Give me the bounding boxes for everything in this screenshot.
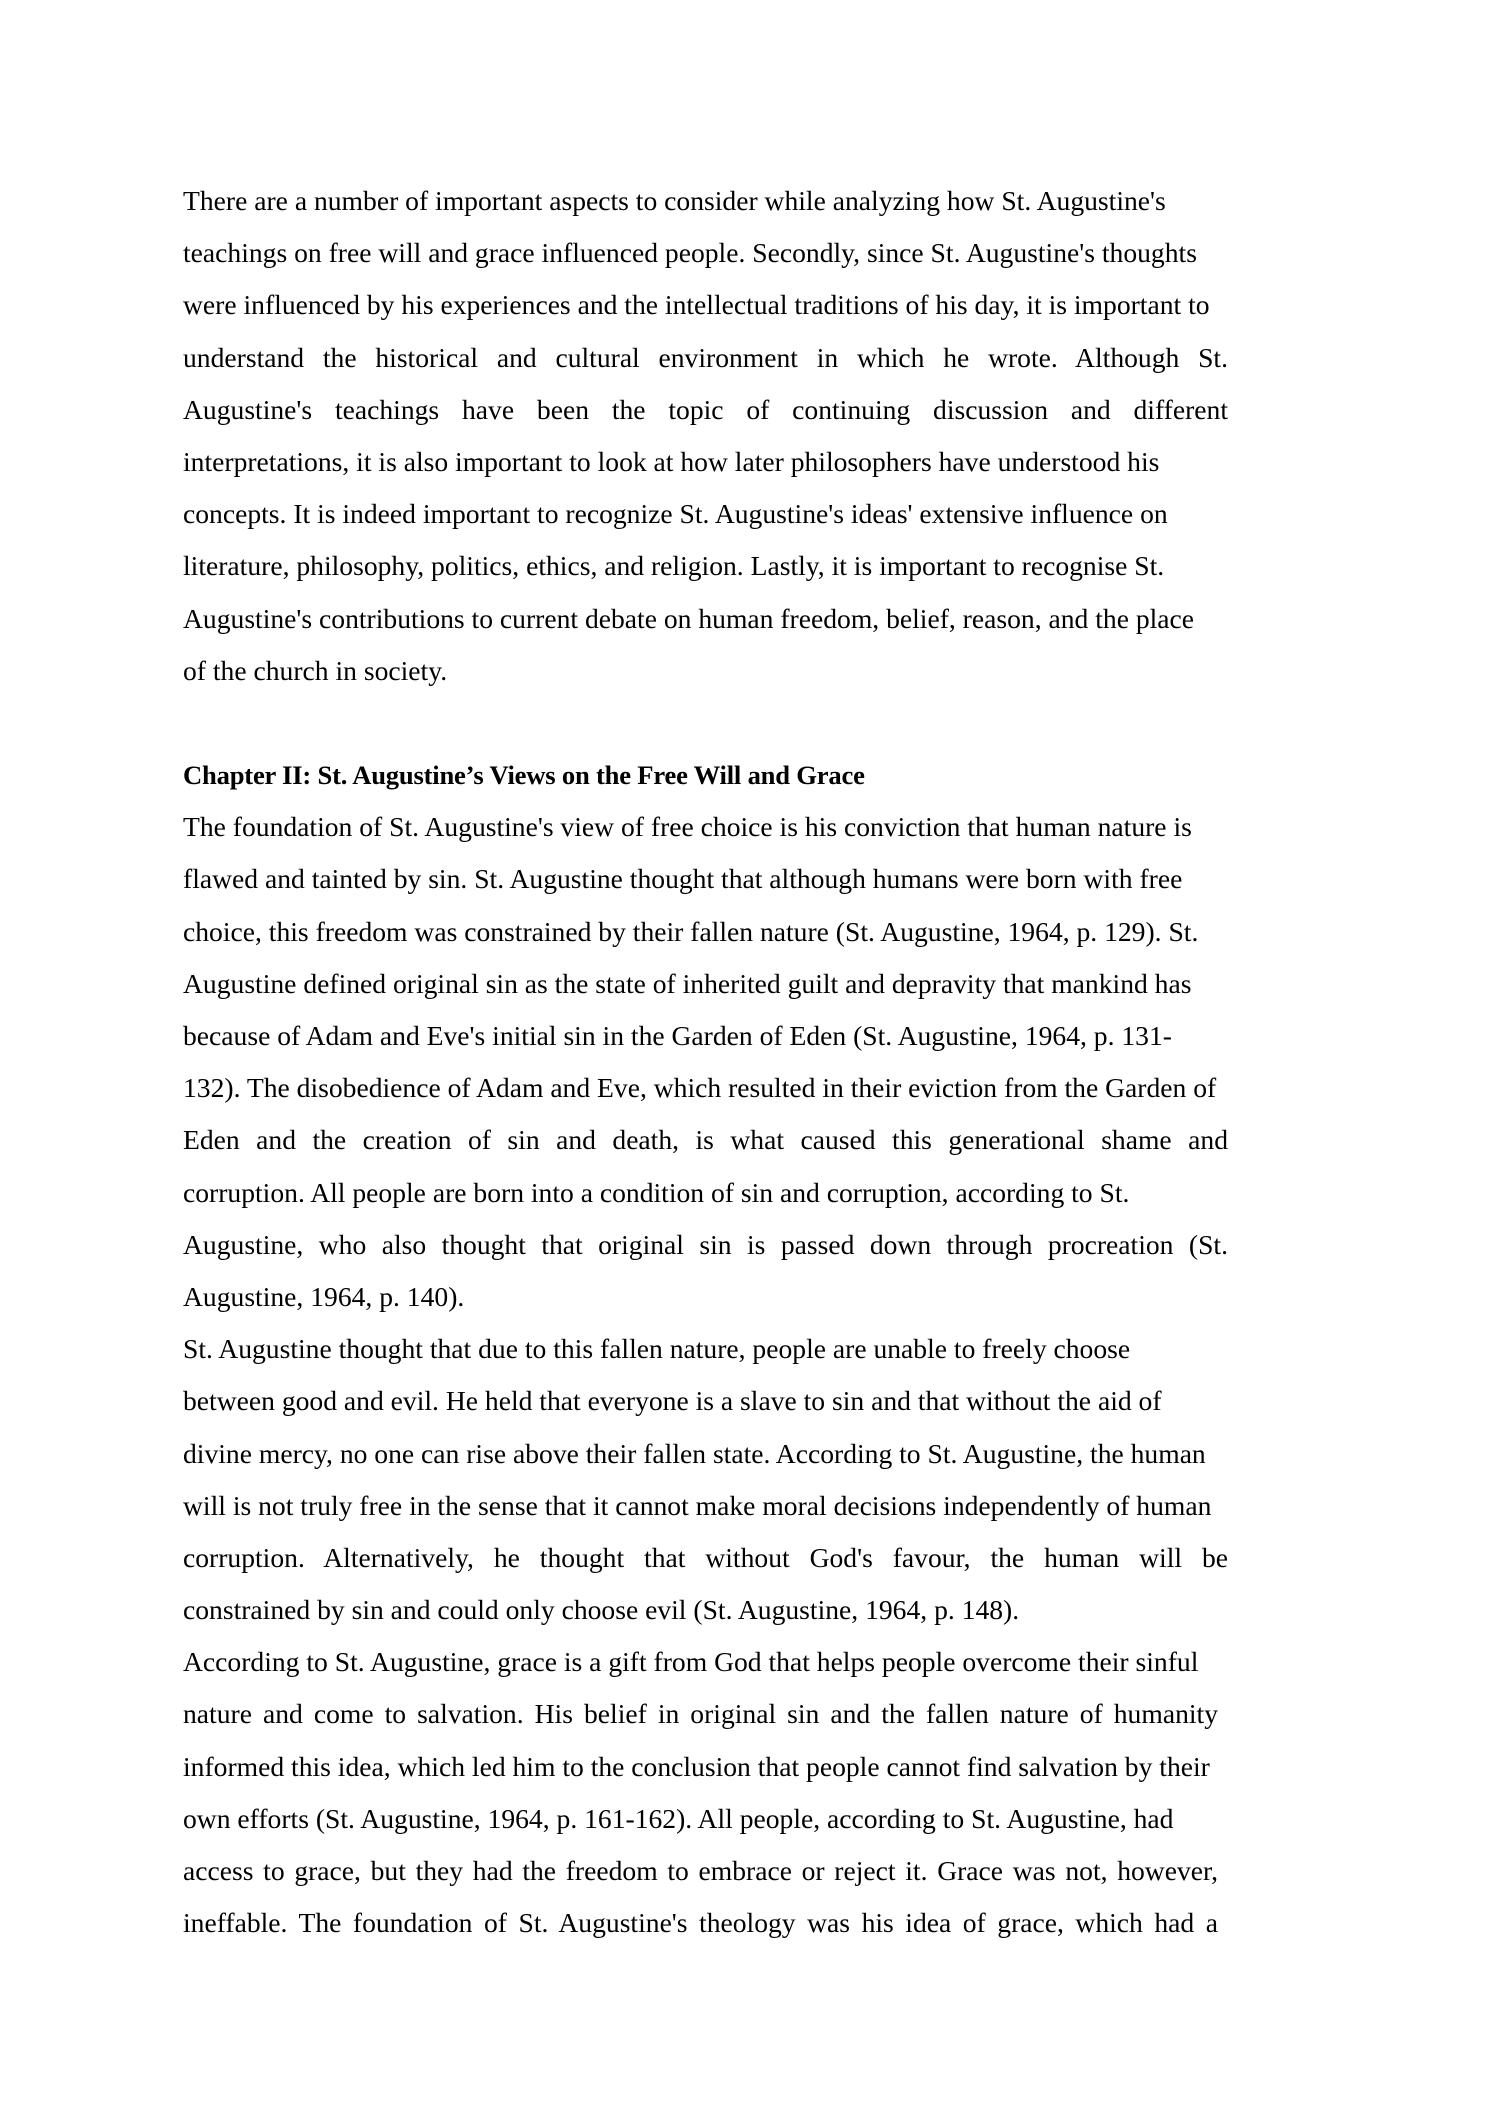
chapter-paragraph-original-sin	[183, 801, 1228, 1323]
paragraph-line: Augustine defined original sin as the state of inherited guilt and depravity that mankind has	[183, 967, 1192, 999]
paragraph-line: Augustine, who also thought that original sin is passed down through procreation (St.	[183, 1228, 1228, 1260]
paragraph-line: interpretations, it is also important to look at how later philosophers have understood his	[183, 445, 1160, 477]
paragraph-line: Eden and the creation of sin and death, is what caused this generational shame and	[183, 1124, 1228, 1156]
paragraph-line: because of Adam and Eve's initial sin in the Garden of Eden (St. Augustine, 1964, p. 131-	[183, 1020, 1172, 1051]
blank-line	[183, 697, 1228, 749]
paragraph-line: choice, this freedom was constrained by their fallen nature (St. Augustine, 1964, p. 129). St.	[183, 915, 1199, 947]
chapter-paragraph-grace	[183, 1636, 1228, 1949]
paragraph-line: divine mercy, no one can rise above their fallen state. According to St. Augustine, the human	[183, 1437, 1206, 1469]
chapter-heading: Chapter II: St. Augustine’s Views on the Free Will and Grace	[183, 760, 865, 791]
paragraph-line: nature and come to salvation. His belief in original sin and the fallen nature of humanity	[183, 1698, 1218, 1730]
paragraph-line: ineffable. The foundation of St. Augustine's theology was his idea of grace, which had a	[183, 1907, 1218, 1939]
paragraph-line: access to grace, but they had the freedom to embrace or reject it. Grace was not, however,	[183, 1855, 1218, 1886]
paragraph-line: will is not truly free in the sense that it cannot make moral decisions independently of human	[183, 1489, 1212, 1521]
paragraph-line: between good and evil. He held that everyone is a slave to sin and that without the aid of	[183, 1385, 1162, 1417]
paragraph-line: Augustine's contributions to current debate on human freedom, belief, reason, and the place	[183, 602, 1195, 634]
paragraph-line: concepts. It is indeed important to recognize St. Augustine's ideas' extensive influence on	[183, 498, 1168, 530]
paragraph-line: Augustine's teachings have been the topic of continuing discussion and different	[183, 393, 1228, 425]
paragraph-line: The foundation of St. Augustine's view of free choice is his conviction that human nature is	[183, 811, 1192, 843]
paragraph-line: corruption. All people are born into a condition of sin and corruption, according to St.	[183, 1176, 1130, 1208]
intro-paragraph	[183, 175, 1228, 697]
paragraph-line: informed this idea, which led him to the conclusion that people cannot find salvation by their	[183, 1750, 1210, 1782]
paragraph-line: According to St. Augustine, grace is a gift from God that helps people overcome their sinful	[183, 1646, 1199, 1678]
paragraph-line: literature, philosophy, politics, ethics, and religion. Lastly, it is important to recognise St.	[183, 550, 1165, 582]
paragraph-line: constrained by sin and could only choose evil (St. Augustine, 1964, p. 148).	[183, 1594, 1020, 1626]
paragraph-line: Augustine, 1964, p. 140).	[183, 1280, 465, 1312]
paragraph-line: teachings on free will and grace influenced people. Secondly, since St. Augustine's thoughts	[183, 237, 1197, 269]
document-body	[183, 175, 1228, 1949]
paragraph-line: There are a number of important aspects to consider while analyzing how St. Augustine's	[183, 185, 1166, 216]
paragraph-line: of the church in society.	[183, 654, 448, 686]
paragraph-line: own efforts (St. Augustine, 1964, p. 161-162). All people, according to St. Augustine, had	[183, 1802, 1174, 1834]
paragraph-line: corruption. Alternatively, he thought that without God's favour, the human will be	[183, 1541, 1228, 1573]
paragraph-line: understand the historical and cultural environment in which he wrote. Although St.	[183, 341, 1228, 373]
paragraph-line: were influenced by his experiences and the intellectual traditions of his day, it is important to	[183, 289, 1210, 321]
paragraph-line: St. Augustine thought that due to this fallen nature, people are unable to freely choose	[183, 1333, 1131, 1365]
paragraph-line: flawed and tainted by sin. St. Augustine thought that although humans were born with free	[183, 863, 1183, 895]
paragraph-line: 132). The disobedience of Adam and Eve, which resulted in their eviction from the Garden of	[183, 1072, 1217, 1104]
chapter-paragraph-fallen-nature	[183, 1323, 1228, 1636]
